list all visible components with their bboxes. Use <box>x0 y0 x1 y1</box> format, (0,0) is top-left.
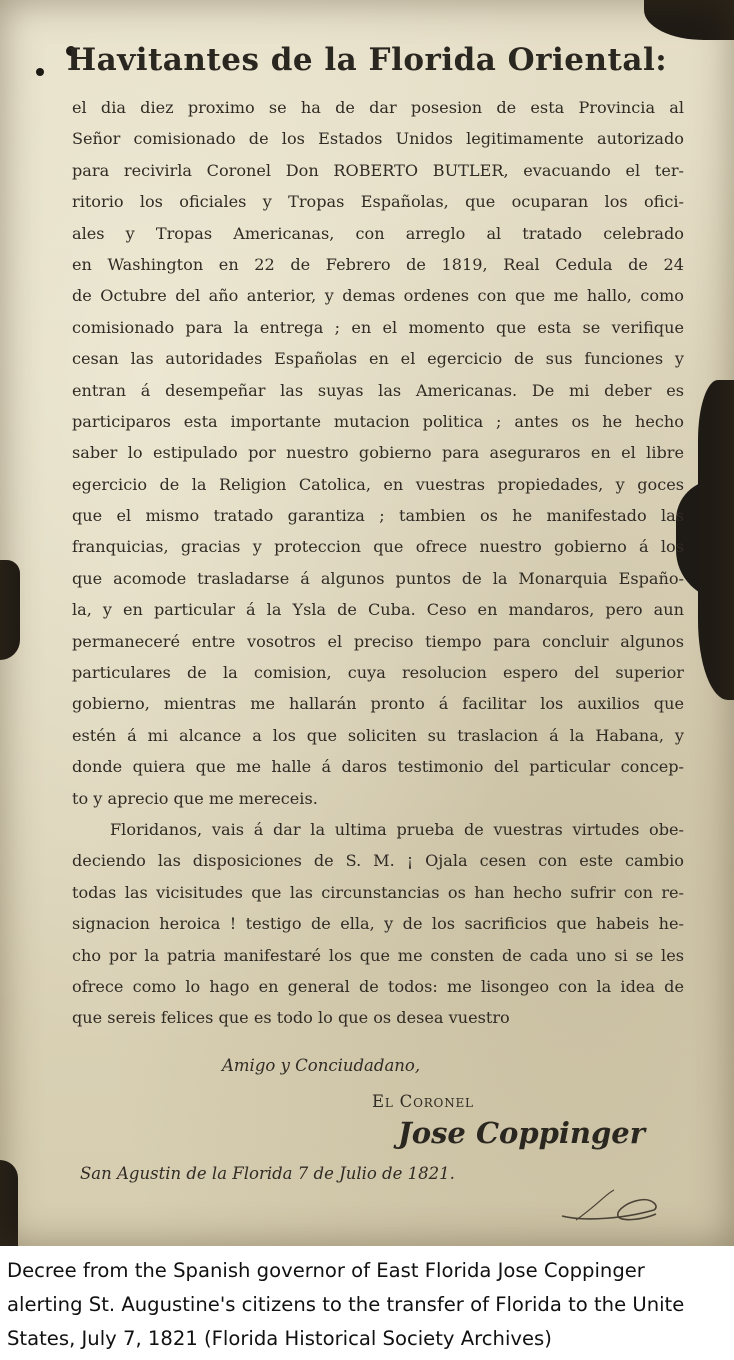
signer-name: Jose Coppinger <box>398 1116 646 1150</box>
body-line: para recivirla Coronel Don ROBERTO BUTLER, evacuando el ter- <box>72 160 684 180</box>
closing-salutation: Amigo y Conciudadano, <box>222 1056 421 1075</box>
signature-flourish-icon <box>556 1176 666 1226</box>
torn-edge-left <box>0 560 20 660</box>
place-and-date: San Agustin de la Florida 7 de Julio de 1821. <box>80 1164 455 1183</box>
body-line: ofrece como lo hago en general de todos: me lisongeo con la idea de <box>72 976 684 996</box>
body-line: gobierno, mientras me hallarán pronto á facilitar los auxilios que <box>72 694 684 714</box>
body-line: permaneceré entre vosotros el preciso tiempo para concluir algunos <box>72 631 684 651</box>
body-line: participaros esta importante mutacion politica ; antes os he hecho <box>72 411 684 431</box>
caption-line: Decree from the Spanish governor of East Florida Jose Coppinger <box>7 1259 645 1282</box>
body-line: Señor comisionado de los Estados Unidos legitimamente autorizado <box>72 129 684 149</box>
body-line: que el mismo tratado garantiza ; tambien os he manifestado las <box>72 506 684 526</box>
body-line: cho por la patria manifestaré los que me consten de cada uno si se les <box>72 945 684 965</box>
body-line: signacion heroica ! testigo de ella, y de los sacrificios que habeis he- <box>72 914 684 934</box>
caption-line: alerting St. Augustine's citizens to the transfer of Florida to the Unite <box>7 1293 685 1316</box>
torn-chunk-right <box>676 480 734 600</box>
body-line: particulares de la comision, cuya resolucion espero del superior <box>72 663 684 683</box>
burned-corner-top-right <box>644 0 734 40</box>
body-line: el dia diez proximo se ha de dar posesion de esta Provincia al <box>72 98 684 117</box>
body-line: entran á desempeñar las suyas las Americanas. De mi deber es <box>72 380 684 400</box>
document-title: Havitantes de la Florida Oriental: <box>66 42 668 78</box>
body-line: to y aprecio que me mereceis. <box>72 788 318 808</box>
body-line: de Octubre del año anterior, y demas ordenes con que me hallo, como <box>72 286 684 306</box>
body-line: donde quiera que me halle á daros testimonio del particular concep- <box>72 757 684 777</box>
body-line: egercicio de la Religion Catolica, en vuestras propiedades, y goces <box>72 474 684 494</box>
body-line: ritorio los oficiales y Tropas Españolas, que ocuparan los ofici- <box>72 192 684 212</box>
image-caption <box>7 1254 731 1356</box>
body-line: que acomode trasladarse á algunos puntos de la Monarquia Españo- <box>72 568 684 588</box>
body-line: cesan las autoridades Españolas en el egercicio de sus funciones y <box>72 349 684 369</box>
body-line: deciendo las disposiciones de S. M. ¡ Ojala cesen con este cambio <box>72 851 684 871</box>
body-line: Floridanos, vais á dar la ultima prueba de vuestras virtudes obe- <box>110 819 684 839</box>
body-line: en Washington en 22 de Febrero de 1819, Real Cedula de 24 <box>72 254 684 274</box>
signer-rank: El Coronel <box>372 1092 474 1111</box>
body-line: estén á mi alcance a los que soliciten su traslacion á la Habana, y <box>72 725 684 745</box>
caption-line: States, July 7, 1821 (Florida Historical Society Archives) <box>7 1327 552 1350</box>
body-line: la, y en particular á la Ysla de Cuba. Ceso en mandaros, pero aun <box>72 600 684 620</box>
body-line: franquicias, gracias y proteccion que ofrece nuestro gobierno á los <box>72 537 684 557</box>
torn-edge-left-bottom <box>0 1160 18 1246</box>
body-line: comisionado para la entrega ; en el momento que esta se verifique <box>72 317 684 337</box>
body-line: saber lo estipulado por nuestro gobierno para aseguraros en el libre <box>72 443 684 463</box>
body-line: ales y Tropas Americanas, con arreglo al tratado celebrado <box>72 223 684 243</box>
body-line: todas las vicisitudes que las circunstancias os han hecho sufrir con re- <box>72 882 684 902</box>
document-body <box>72 92 684 1034</box>
body-line: que sereis felices que es todo lo que os desea vuestro <box>72 1008 510 1028</box>
